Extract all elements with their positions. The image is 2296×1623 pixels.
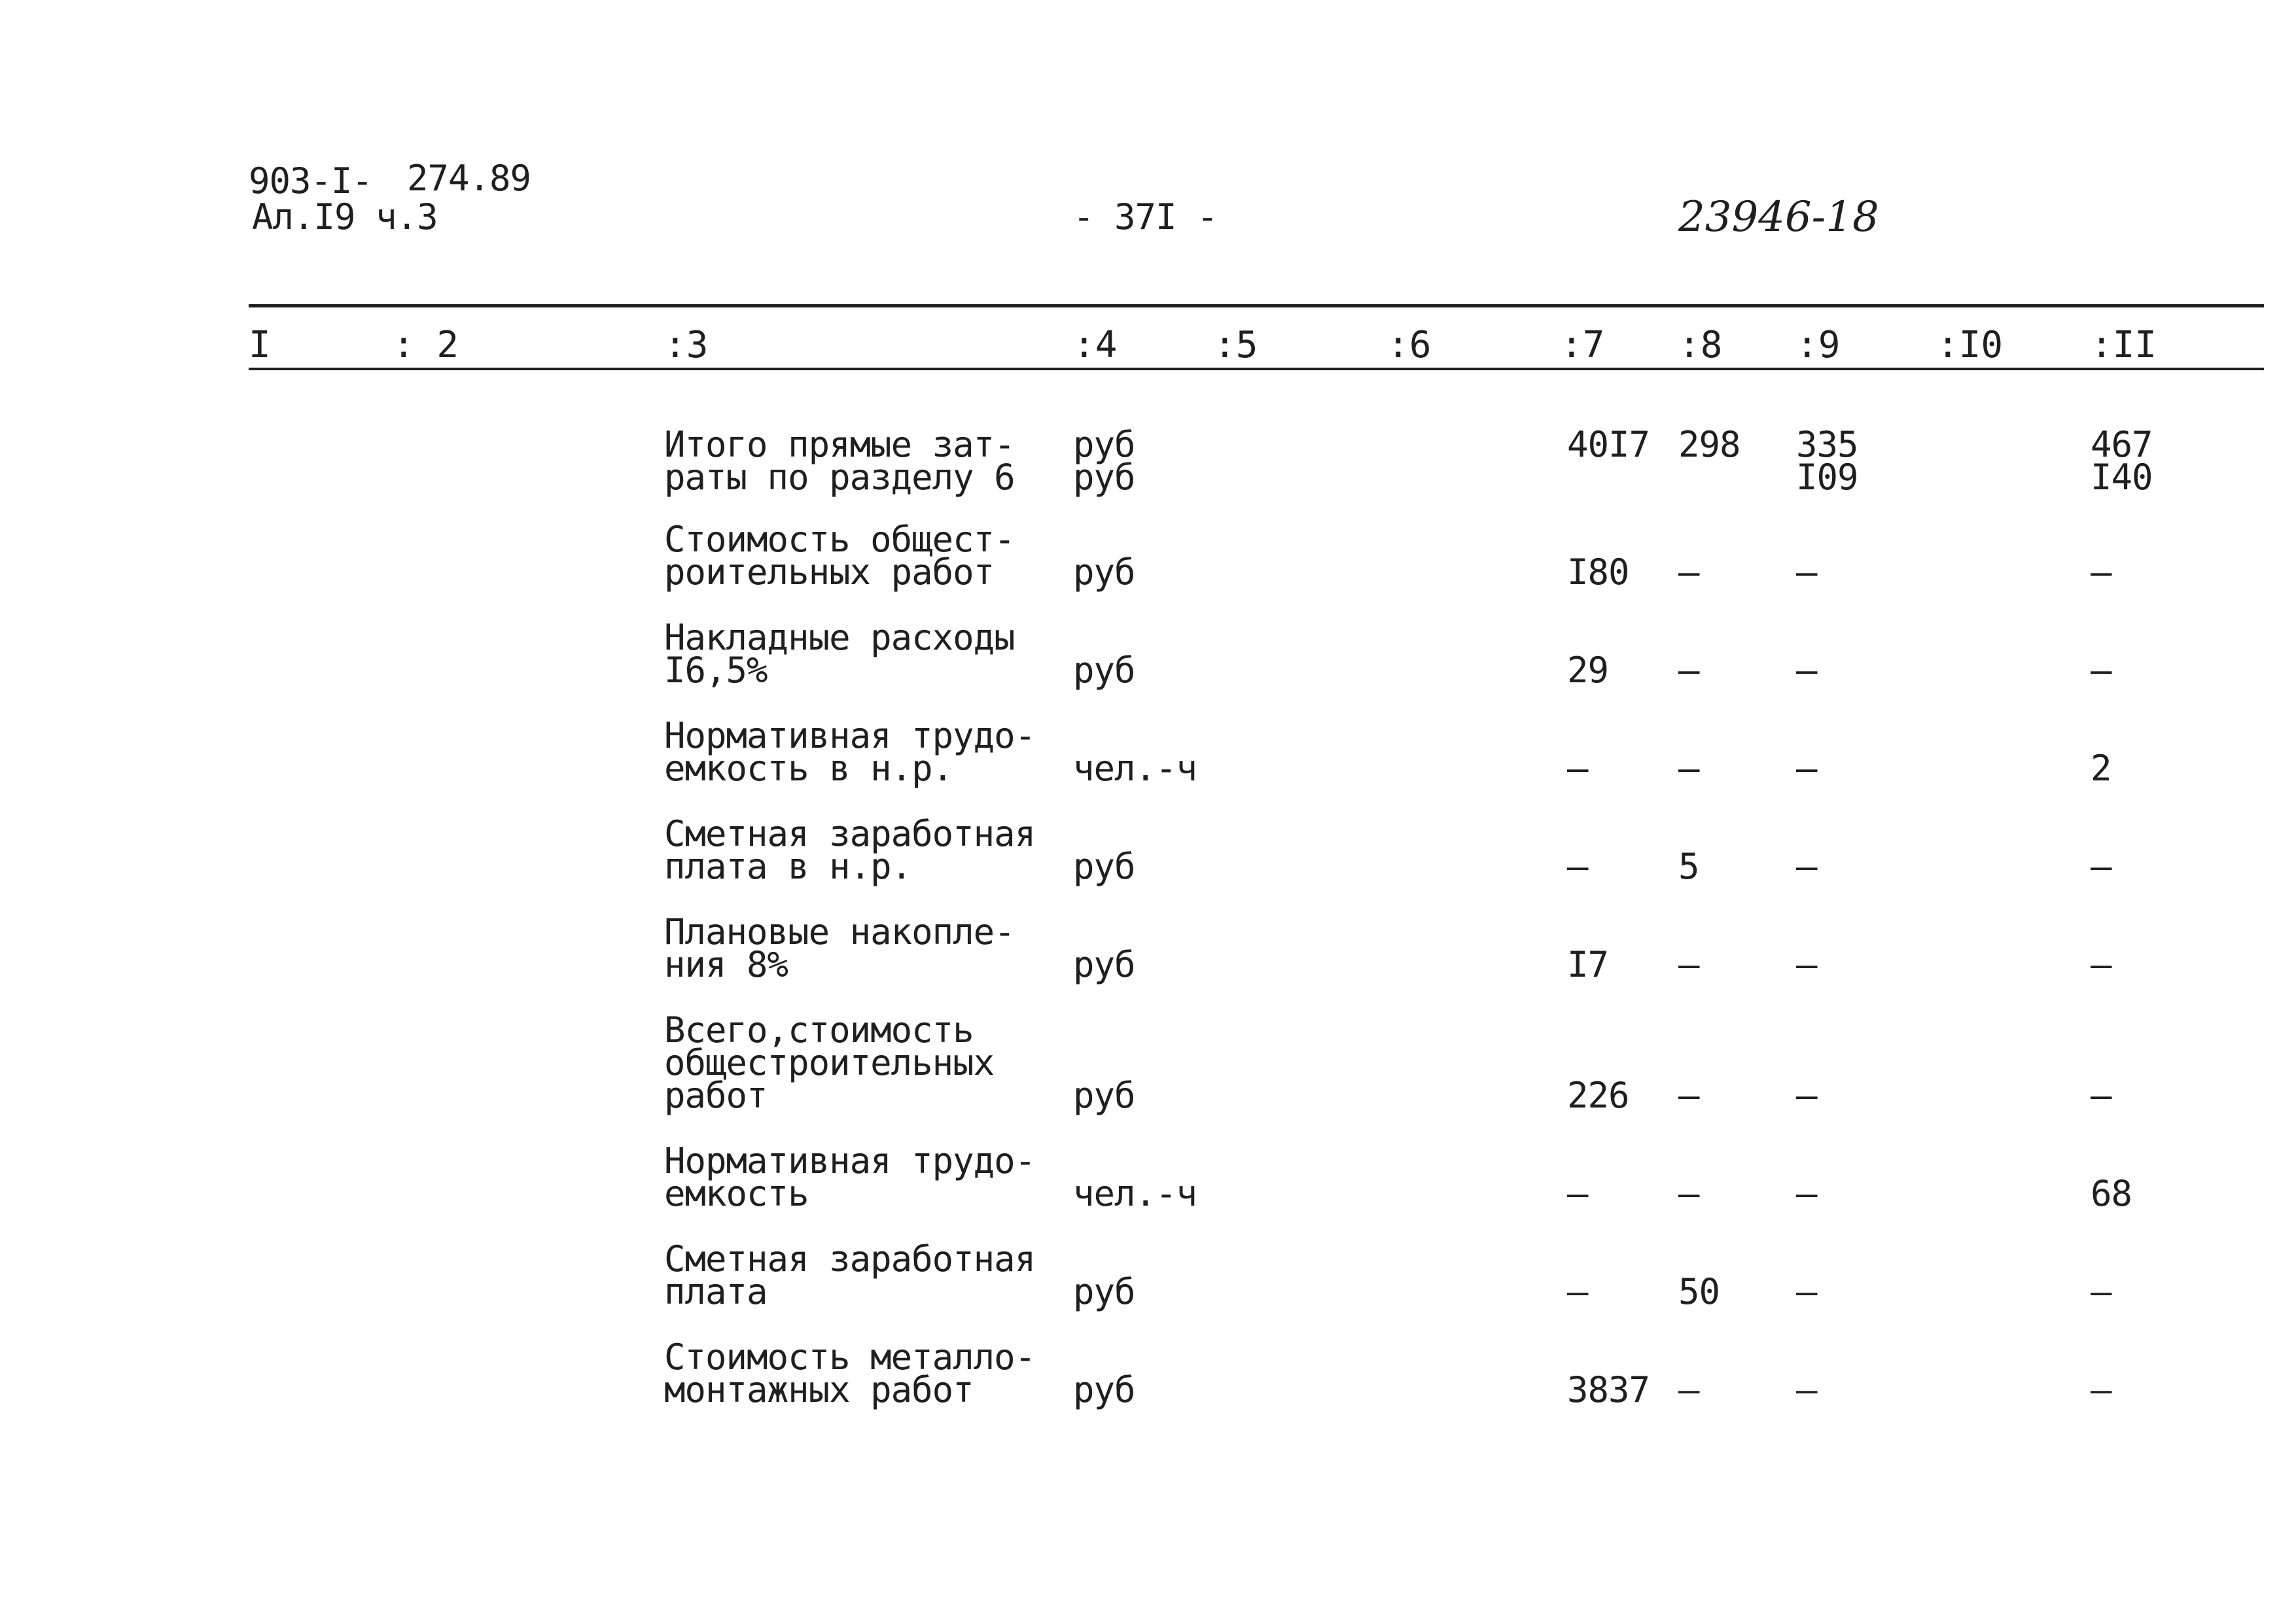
row-description: Накладные расходы I6,5% [664, 617, 1015, 691]
row-description: Нормативная трудо- емкость [664, 1140, 1036, 1214]
column-header-9: :9 [1796, 324, 1841, 366]
column-header-3: :3 [664, 324, 709, 366]
row-value-col8: – [1678, 1173, 1699, 1214]
row-value-col7: 29 [1567, 650, 1609, 691]
row-value-col7: 40I7 [1567, 424, 1650, 465]
row-value-col11: – [2091, 846, 2111, 887]
row-unit: руб [1073, 1369, 1135, 1410]
row-value-col9: – [1796, 551, 1817, 593]
row-value-col11: – [2091, 551, 2111, 593]
document-code: 903-I- [249, 160, 373, 201]
row-value-col9: – [1796, 1075, 1817, 1116]
row-value-col9: – [1796, 846, 1817, 887]
column-header-6: :6 [1387, 324, 1432, 366]
column-header-5: :5 [1214, 324, 1258, 366]
column-header-7: :7 [1561, 324, 1605, 366]
row-value-col11: – [2091, 1271, 2111, 1312]
row-value-col11: – [2091, 1369, 2111, 1410]
row-value-col7: I80 [1567, 551, 1629, 593]
inventory-number: 23946-18 [1678, 193, 1879, 241]
row-unit: чел.-ч [1073, 1173, 1197, 1214]
table-top-rule [249, 304, 2264, 307]
column-header-2: : 2 [393, 324, 459, 366]
row-value-col8: 50 [1678, 1271, 1720, 1312]
row-value-col9: – [1796, 1173, 1817, 1214]
row-value-col8: 5 [1678, 846, 1699, 887]
row-unit: руб [1073, 650, 1135, 691]
column-header-1: I [249, 324, 271, 366]
row-value-col8: 298 [1678, 424, 1740, 465]
row-value-col11: 2 [2091, 748, 2111, 789]
row-value-col11: 68 [2091, 1173, 2132, 1214]
row-description: Всего,стоимость общестроительных работ [664, 1009, 995, 1116]
row-value-col11: – [2091, 1075, 2111, 1116]
row-value-col9: – [1796, 748, 1817, 789]
document-number: 274.89 [407, 158, 531, 199]
row-value-col7: – [1567, 1271, 1588, 1312]
row-description: Стоимость общест- роительных работ [664, 519, 1015, 593]
row-description: Стоимость металло- монтажных работ [664, 1336, 1036, 1410]
column-header-4: :4 [1073, 324, 1118, 366]
row-value-col8: – [1678, 944, 1699, 985]
row-unit: руб [1073, 944, 1135, 985]
row-value-col8: – [1678, 748, 1699, 789]
row-value-col11: – [2091, 650, 2111, 691]
row-value-col7: – [1567, 846, 1588, 887]
row-value-col9: – [1796, 944, 1817, 985]
row-description: Сметная заработная плата в н.р. [664, 813, 1036, 887]
sheet-reference: Ал.I9 ч.3 [252, 196, 438, 237]
row-unit: руб [1073, 1075, 1135, 1116]
row-value-col11: 467 I40 [2091, 424, 2153, 498]
row-unit: руб руб [1073, 424, 1135, 498]
row-value-col9: – [1796, 1271, 1817, 1312]
row-value-col9: – [1796, 1369, 1817, 1410]
row-description: Нормативная трудо- емкость в н.р. [664, 715, 1036, 789]
row-value-col7: – [1567, 1173, 1588, 1214]
row-value-col7: 226 [1567, 1075, 1629, 1116]
row-value-col7: I7 [1567, 944, 1609, 985]
row-value-col8: – [1678, 650, 1699, 691]
row-value-col8: – [1678, 1075, 1699, 1116]
row-description: Сметная заработная плата [664, 1238, 1036, 1312]
row-unit: руб [1073, 551, 1135, 593]
row-value-col7: – [1567, 748, 1588, 789]
row-value-col9: 335 I09 [1796, 424, 1858, 498]
page-number: - 37I - [1073, 196, 1218, 237]
column-header-11: :II [2091, 324, 2157, 366]
row-unit: руб [1073, 846, 1135, 887]
row-value-col8: – [1678, 551, 1699, 593]
row-value-col9: – [1796, 650, 1817, 691]
column-header-10: :I0 [1937, 324, 2004, 366]
row-value-col7: 3837 [1567, 1369, 1650, 1410]
row-value-col11: – [2091, 944, 2111, 985]
row-description: Итого прямые зат- раты по разделу 6 [664, 424, 1015, 498]
column-header-8: :8 [1678, 324, 1723, 366]
row-value-col8: – [1678, 1369, 1699, 1410]
row-unit: чел.-ч [1073, 748, 1197, 789]
row-unit: руб [1073, 1271, 1135, 1312]
row-description: Плановые накопле- ния 8% [664, 911, 1015, 985]
table-header-rule [249, 368, 2264, 370]
